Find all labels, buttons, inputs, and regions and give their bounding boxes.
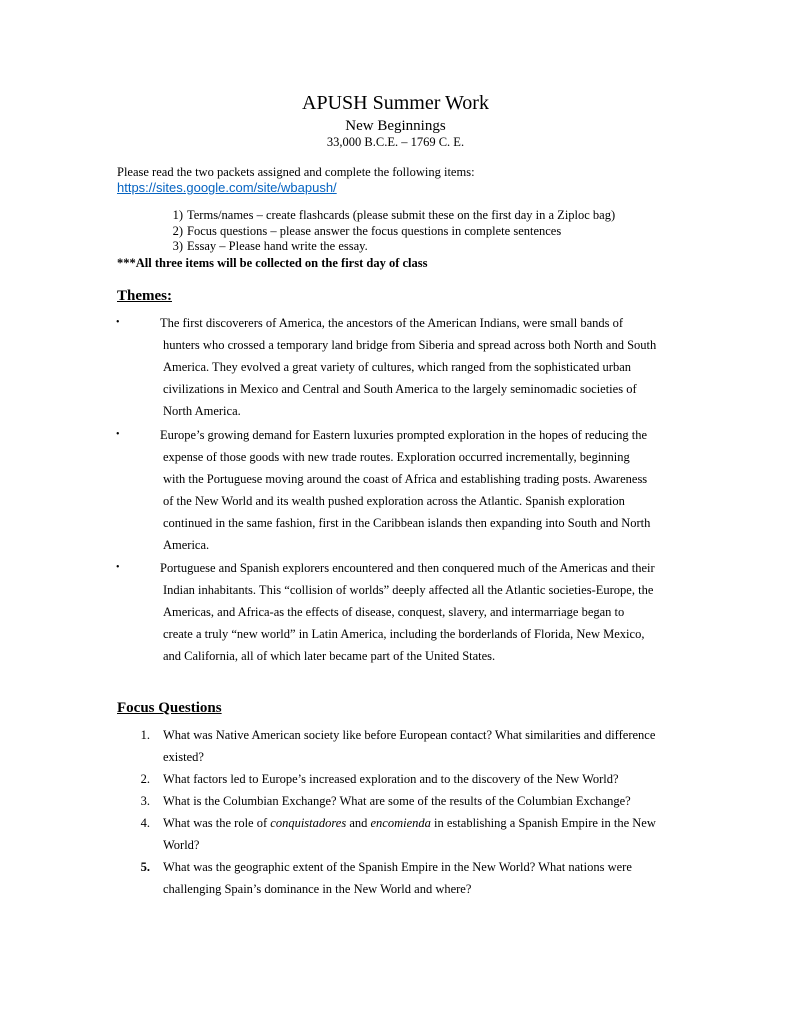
paragraph-line: The first discoverers of America, the ancestors of the American Indians, were small bands of [160, 316, 624, 330]
paragraph-line: America. They evolved a great variety of cultures, which ranged from the sophisticated urban [163, 360, 631, 374]
question-text-part: What was the role of [163, 816, 271, 830]
paragraph-line: Portuguese and Spanish explorers encountered and then conquered much of the Americas and their [160, 561, 655, 575]
paragraph-line: and California, all of which later became part of the United States. [163, 649, 496, 663]
question-number: 5. [140, 860, 150, 874]
term-encomienda: encomienda [370, 816, 431, 830]
list-number: 2) [172, 223, 183, 238]
website-link[interactable]: https://sites.google.com/site/wbapush/ [117, 180, 337, 195]
question-text: World? [163, 838, 200, 852]
paragraph-line: expense of those goods with new trade routes. Exploration occurred incrementally, beginning [163, 450, 630, 464]
question-text: What is the Columbian Exchange? What are some of the results of the Columbian Exchange? [163, 794, 631, 808]
paragraph-line: America. [163, 538, 210, 552]
question-text: What was the geographic extent of the Spanish Empire in the New World? What nations were [163, 860, 632, 874]
list-text: Terms/names – create flashcards (please submit these on the first day in a Ziploc bag) [187, 208, 616, 222]
question-text: existed? [163, 750, 204, 764]
paragraph-line: Americas, and Africa-as the effects of disease, conquest, slavery, and intermarriage began to [163, 605, 625, 619]
paragraph-line: create a truly “new world” in Latin America, including the borderlands of Florida, New Mexico, [163, 627, 645, 641]
question-text: challenging Spain’s dominance in the New World and where? [163, 882, 472, 896]
paragraph-line: North America. [163, 404, 241, 418]
intro-text: Please read the two packets assigned and complete the following items: [117, 165, 475, 179]
bullet-icon: • [116, 562, 120, 573]
paragraph-line: hunters who crossed a temporary land bridge from Siberia and spread across both North and South [163, 338, 657, 352]
question-text-part: in establishing a Spanish Empire in the New [430, 816, 656, 830]
paragraph-line: civilizations in Mexico and Central and South America to the largely seminomadic societies of [163, 382, 637, 396]
question-text [163, 812, 656, 834]
date-range: 33,000 B.C.E. – 1769 C. E. [326, 135, 465, 149]
question-text: What factors led to Europe’s increased exploration and to the discovery of the New World? [163, 772, 619, 786]
paragraph-line: Europe’s growing demand for Eastern luxuries prompted exploration in the hopes of reducing the [160, 428, 648, 442]
bullet-icon: • [116, 429, 120, 440]
themes-heading: Themes: [117, 288, 172, 304]
collection-note: ***All three items will be collected on the first day of class [117, 256, 428, 270]
list-text: Focus questions – please answer the focus questions in complete sentences [187, 223, 562, 238]
list-number: 3) [172, 239, 183, 253]
paragraph-line: Indian inhabitants. This “collision of worlds” deeply affected all the Atlantic societies-Europe, the [163, 583, 654, 597]
bullet-icon: • [116, 317, 120, 328]
document-subtitle: New Beginnings [345, 118, 446, 134]
question-number: 2. [140, 772, 150, 786]
list-number: 1) [172, 208, 183, 222]
question-text: What was Native American society like before European contact? What similarities and difference [163, 728, 656, 742]
focus-questions-heading: Focus Questions [117, 700, 222, 716]
term-conquistadores: conquistadores [270, 816, 347, 830]
question-number: 1. [140, 728, 150, 742]
paragraph-line: continued in the same fashion, first in the Caribbean islands then expanding into South and North [163, 516, 651, 530]
paragraph-line: of the New World and its wealth pushed exploration across the Atlantic. Spanish exploration [163, 494, 625, 508]
list-text: Essay – Please hand write the essay. [187, 239, 368, 253]
question-number: 4. [140, 816, 150, 830]
question-text-part: and [346, 816, 371, 830]
document-title: APUSH Summer Work [302, 92, 489, 114]
paragraph-line: with the Portuguese moving around the coast of Africa and establishing trading posts. Awareness [163, 472, 648, 486]
question-number: 3. [140, 794, 150, 808]
